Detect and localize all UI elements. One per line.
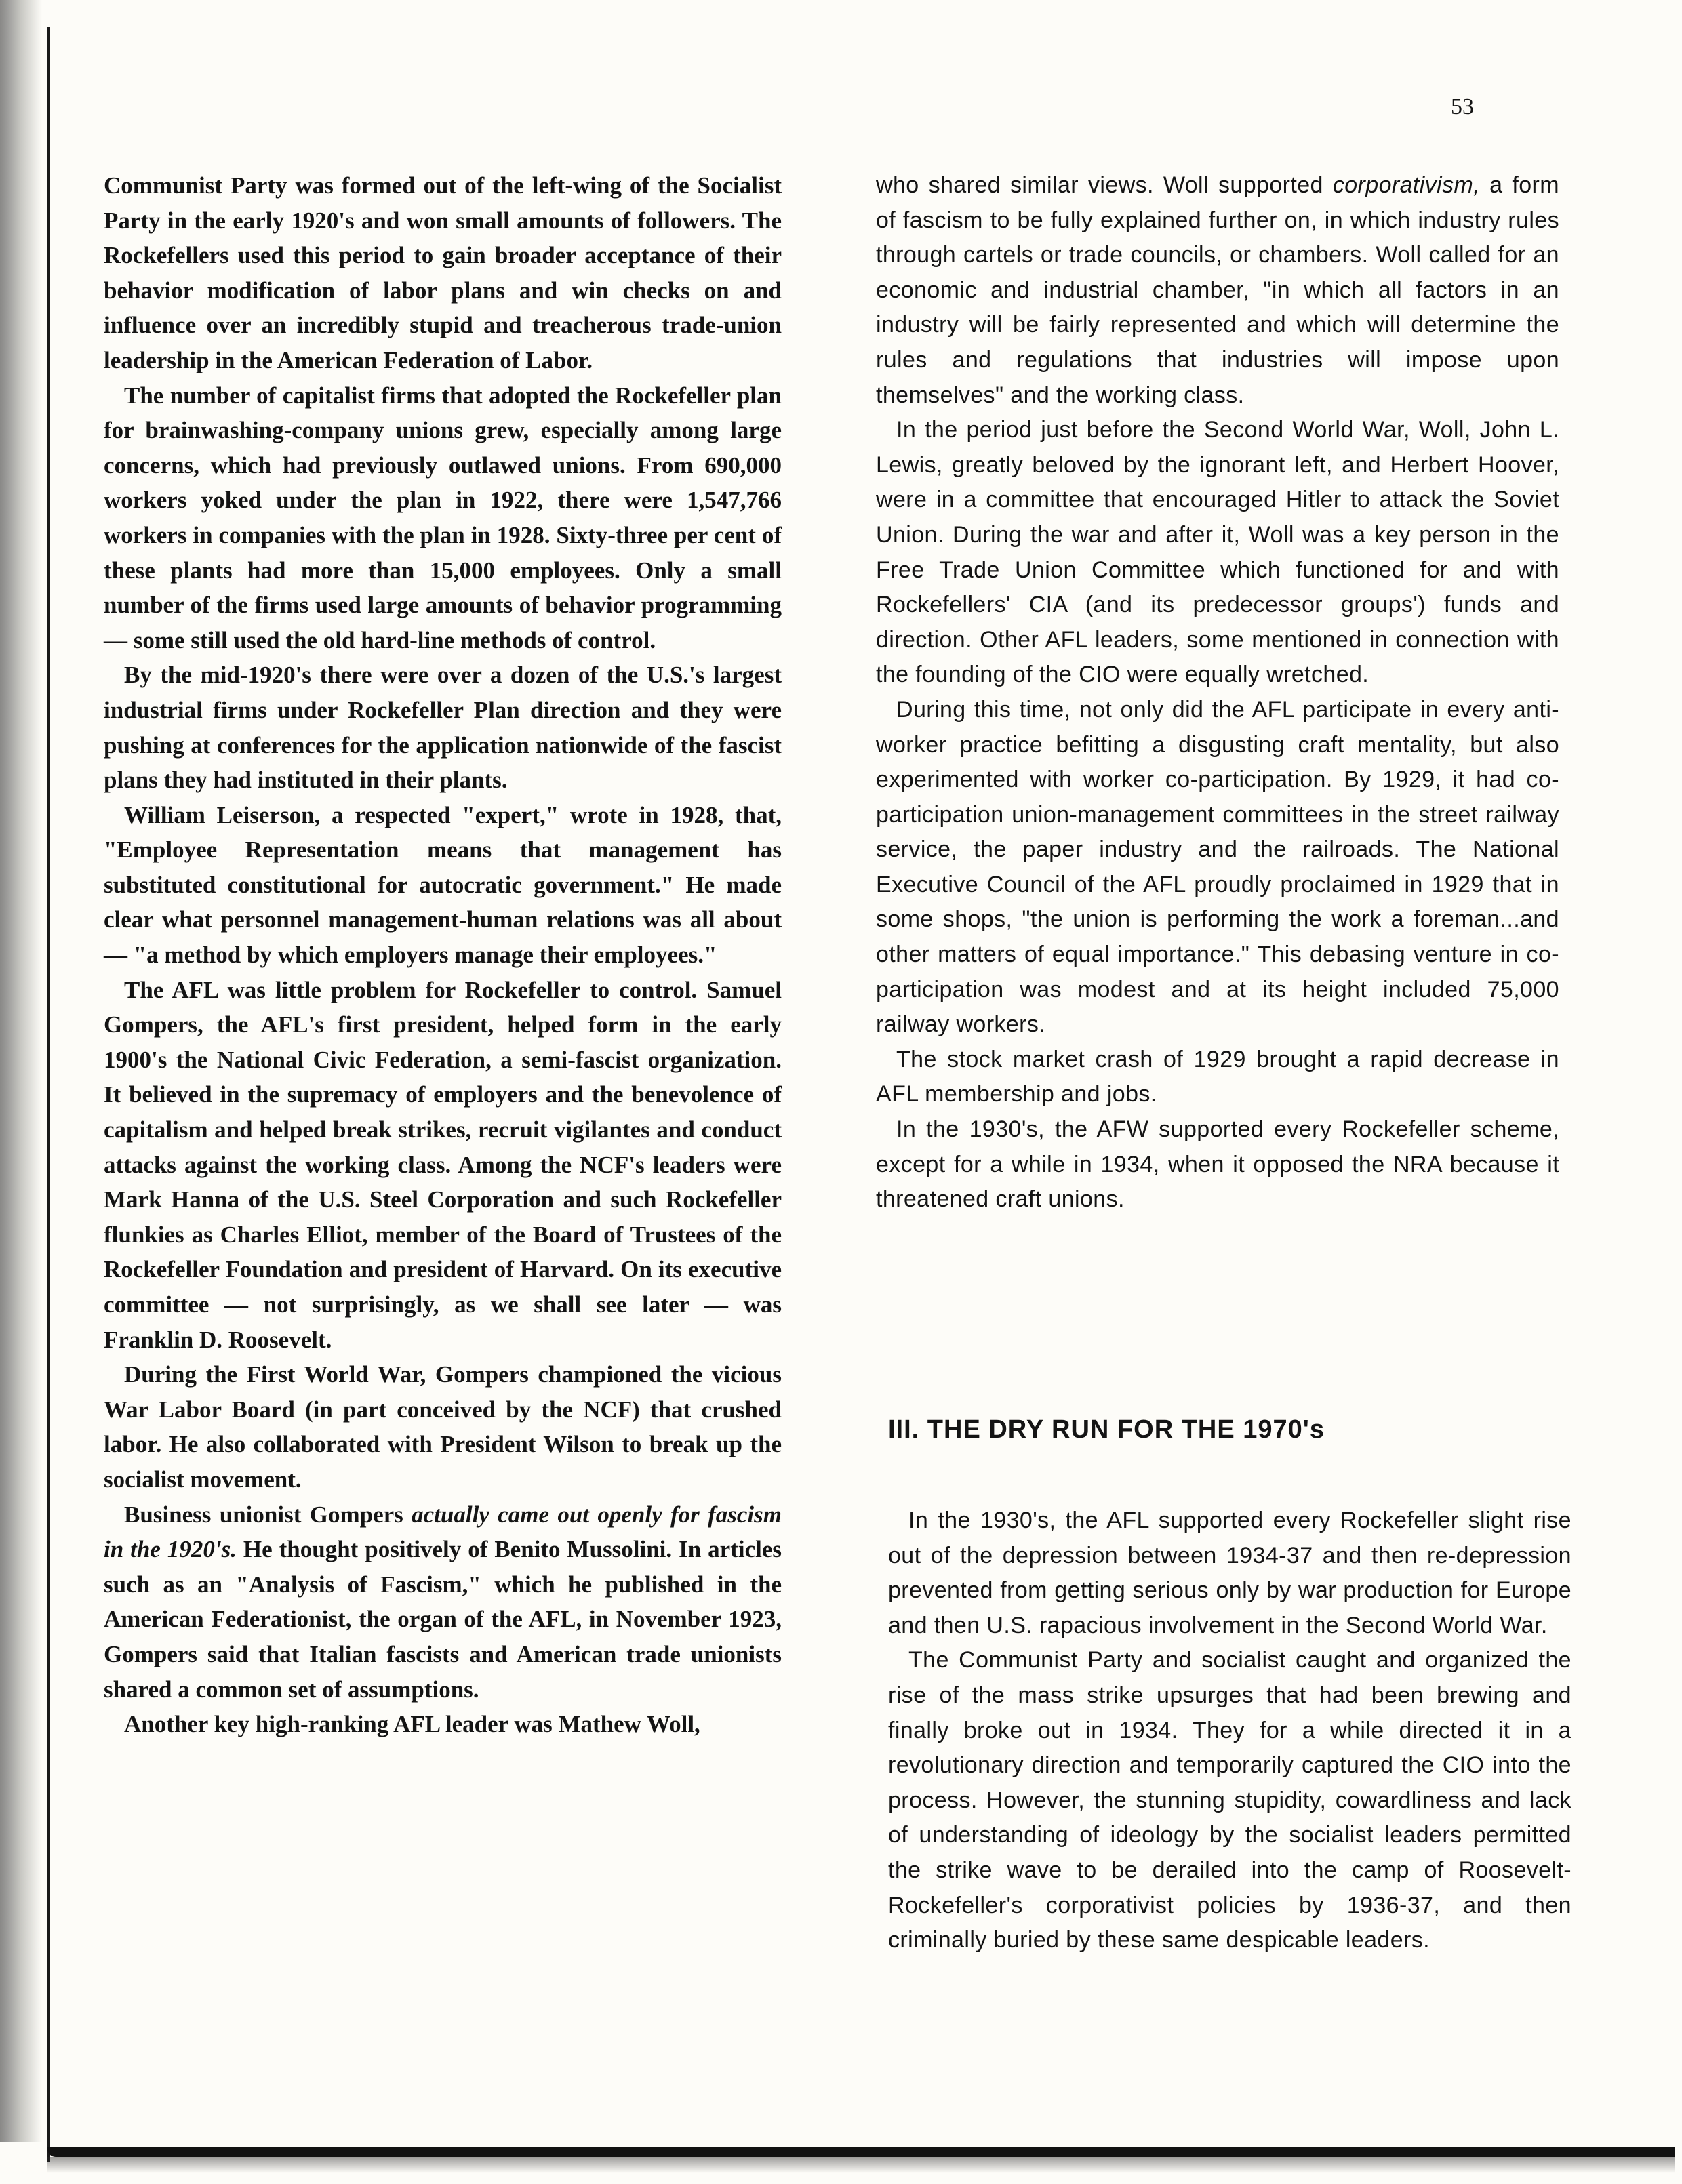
- section-heading: III. THE DRY RUN FOR THE 1970's: [888, 1415, 1325, 1444]
- right-paragraph-2: In the period just before the Second World War, Woll, John L. Lewis, greatly beloved by the ignorant left, and Herbert Hoover, were in a committee that encouraged Hitler to attack the Soviet Union. During the war and after it, Woll was a key person in the Free Trade Union Committee which functioned for and with Rockefellers' CIA (and its predecessor groups') funds and direction. Other AFL leaders, some mentioned in connection with the founding of the CIO were equally wretched.: [876, 417, 1559, 688]
- right-column: [876, 168, 1559, 1217]
- left-column: [104, 168, 782, 1742]
- bottom-page-edge: [47, 2147, 1675, 2157]
- page-number: 53: [1451, 94, 1474, 119]
- right-paragraph-1-start: who shared similar views. Woll supported: [876, 172, 1333, 198]
- right-paragraph-1-emphasis: corporativism,: [1332, 172, 1481, 198]
- left-paragraph-3: By the mid-1920's there were over a dozen of the U.S.'s largest industrial firms under Rockefeller Plan direction and they were pushing at conferences for the application nationwide of the fascist plans they had instituted in their plants.: [104, 662, 782, 794]
- section-body: [888, 1503, 1571, 1958]
- scanned-binding-edge: [0, 0, 42, 2142]
- left-paragraph-5: The AFL was little problem for Rockefeller to control. Samuel Gompers, the AFL's first president, helped form in the early 1900's the National Civic Federation, a semi-fascist organization. It believed in the supremacy of employers and the benevolence of capitalism and helped break strikes, recruit vigilantes and conduct attacks against the working class. Among the NCF's leaders were Mark Hanna of the U.S. Steel Corporation and such Rockefeller flunkies as Charles Elliot, member of the Board of Trustees of the Rockefeller Foundation and president of Harvard. On its executive committee — not surprisingly, as we shall see later — was Franklin D. Roosevelt.: [104, 976, 782, 1353]
- left-paragraph-7-end: He thought positively of Benito Mussolini. In articles such as an "Analysis of Fascism," which he published in the American Federationist, the organ of the AFL, in November 1923, Gompers said that Italian fascists and American trade unionists shared a common set of assumptions.: [104, 1536, 782, 1703]
- left-paragraph-4: William Leiserson, a respected "expert," wrote in 1928, that, "Employee Representation means that management has substituted constitutional for autocratic government." He made clear what personnel management-human relations was all about — "a method by which employers manage their employees.": [104, 801, 782, 969]
- left-paragraph-7-emphasis: actually came out openly for fascism in the 1920's.: [104, 1501, 782, 1563]
- left-paragraph-7: [104, 1497, 782, 1707]
- left-paragraph-8: Another key high-ranking AFL leader was Mathew Woll,: [124, 1711, 700, 1738]
- right-paragraph-3: During this time, not only did the AFL participate in every anti-worker practice befitting a disgusting craft mentality, but also experimented with worker co-participation. By 1929, it had co-participation union-management committees in the street railway service, the paper industry and the railroads. The National Executive Council of the AFL proudly proclaimed in 1929 that in some shops, "the union is performing the work a foreman...and other matters of equal importance." This debasing venture in co-participation was modest and at its height included 75,000 railway workers.: [876, 696, 1559, 1038]
- left-paragraph-6: During the First World War, Gompers championed the vicious War Labor Board (in part conceived by the NCF) that crushed labor. He also collaborated with President Wilson to break up the socialist movement.: [104, 1361, 782, 1493]
- right-paragraph-1-end: a form of fascism to be fully explained further on, in which industry rules through cartels or trade councils, or chambers. Woll called for an economic and industrial chamber, "in which all factors in an industry will be fairly represented and which will determine the rules and regulations that industries will impose upon themselves" and the working class.: [876, 172, 1559, 408]
- right-paragraph-5: In the 1930's, the AFW supported every Rockefeller scheme, except for a while in 1934, when it opposed the NRA because it threatened craft unions.: [876, 1116, 1559, 1213]
- right-paragraph-1: [876, 168, 1559, 413]
- right-paragraph-4: The stock market crash of 1929 brought a rapid decrease in AFL membership and jobs.: [876, 1046, 1559, 1108]
- binding-line: [47, 27, 50, 2162]
- left-paragraph-1: Communist Party was formed out of the left-wing of the Socialist Party in the early 1920's and won small amounts of followers. The Rockefellers used this period to gain broader acceptance of their behavior modification of labor plans and win checks on and influence over an incredibly stupid and treacherous trade-union leadership in the American Federation of Labor.: [104, 172, 782, 373]
- left-paragraph-2: The number of capitalist firms that adopted the Rockefeller plan for brainwashing-company unions grew, especially among large concerns, which had previously outlawed unions. From 690,000 workers yoked under the plan in 1922, there were 1,547,766 workers in companies with the plan in 1928. Sixty-three per cent of these plants had more than 15,000 employees. Only a small number of the firms used large amounts of behavior programming — some still used the old hard-line methods of control.: [104, 382, 782, 653]
- left-paragraph-7-start: Business unionist Gompers: [124, 1501, 412, 1528]
- section-paragraph-2: The Communist Party and socialist caught and organized the rise of the mass strike upsurges that had been brewing and finally broke out in 1934. They for a while directed it in a revolutionary direction and temporarily captured the CIO into the process. However, the stunning stupidity, cowardliness and lack of understanding of ideology by the socialist leaders permitted the strike wave to be derailed into the camp of Roosevelt-Rockefeller's corporativist policies by 1936-37, and then criminally buried by these same despicable leaders.: [888, 1647, 1571, 1954]
- section-paragraph-1: In the 1930's, the AFL supported every Rockefeller slight rise out of the depression between 1934-37 and then re-depression prevented from getting serious only by war production for Europe and then U.S. rapacious involvement in the Second World War.: [888, 1508, 1571, 1638]
